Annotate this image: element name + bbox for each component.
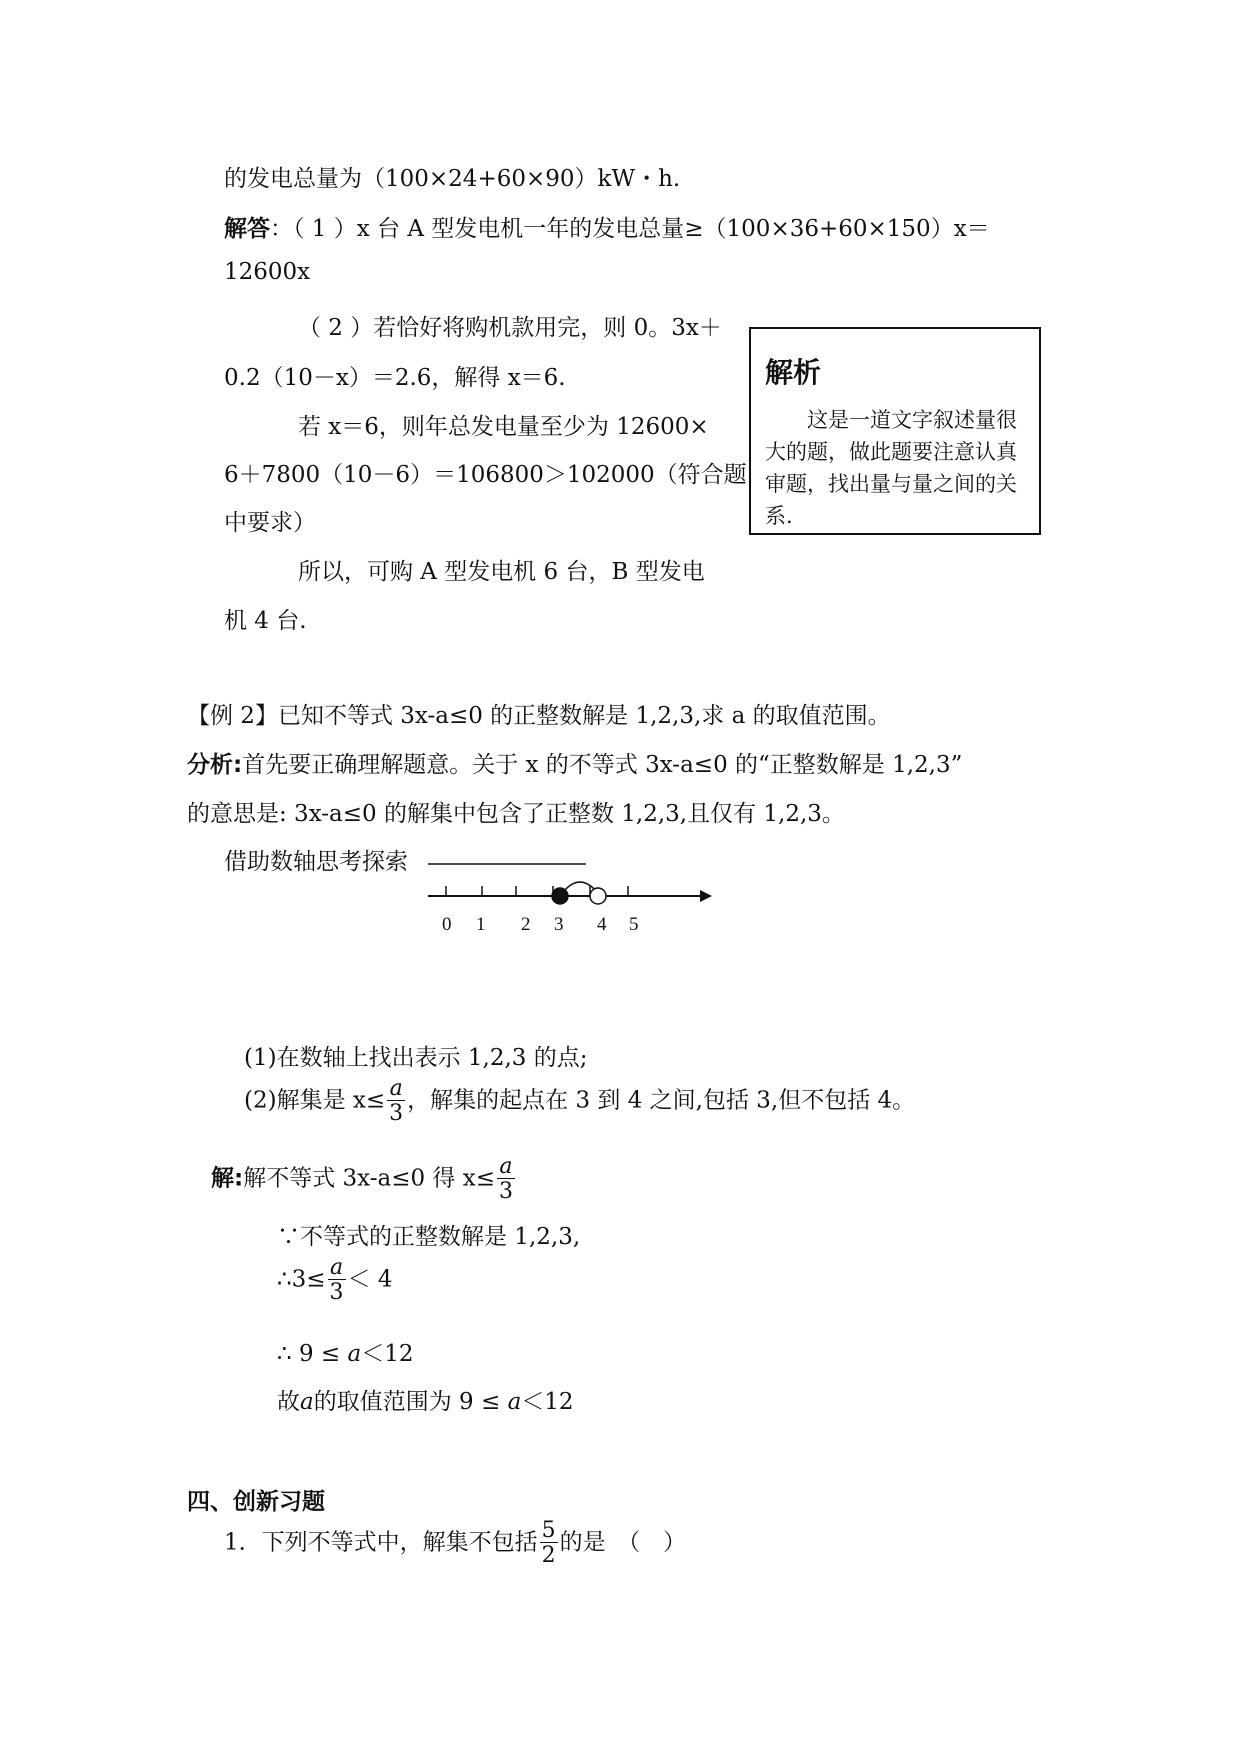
answer-line-3a: 若 x＝6，则年总发电量至少为 12600× bbox=[298, 414, 709, 440]
tick-label-0: 0 bbox=[442, 914, 452, 935]
answer-line-2a: （ 2 ）若恰好将购机款用完，则 0。3x＋ bbox=[298, 315, 722, 341]
example2-text: 已知不等式 3x-a≤0 的正整数解是 1,2,3,求 a 的取值范围。 bbox=[277, 703, 891, 729]
numberline-caption: 借助数轴思考探索 bbox=[224, 849, 408, 875]
answer-line-4a: 所以，可购 A 型发电机 6 台，B 型发电 bbox=[298, 559, 705, 585]
step-2-fraction bbox=[387, 1078, 405, 1125]
answer-line-1b: 12600x bbox=[224, 259, 311, 285]
analysis-text-1: 首先要正确理解题意。关于 x 的不等式 3x-a≤0 的“正整数解是 1,2,3” bbox=[242, 752, 963, 778]
answer-line-3b: 6＋7800（10－6）＝106800＞102000（符合题 bbox=[224, 462, 747, 488]
question-1-suffix: 的是 （ ） bbox=[559, 1529, 687, 1556]
step-2-prefix: (2)解集是 x≤ bbox=[244, 1087, 386, 1114]
axis-arrow bbox=[700, 890, 712, 902]
section-4-heading: 四、创新习题 bbox=[187, 1489, 325, 1515]
therefore-2-end: ＜12 bbox=[361, 1341, 414, 1367]
therefore-2-text: ∴ 9 ≤ bbox=[277, 1341, 341, 1367]
conclusion-var: a bbox=[300, 1389, 314, 1415]
solve-frac-den: 3 bbox=[498, 1179, 513, 1204]
therefore-frac-num: a bbox=[329, 1255, 344, 1280]
question-1 bbox=[224, 1520, 686, 1567]
conclusion-end: ＜12 bbox=[521, 1389, 574, 1415]
filled-point-3 bbox=[552, 888, 568, 904]
analysis-body: 这是一道文字叙述量很大的题，做此题要注意认真审题，找出量与量之间的关系. bbox=[765, 408, 1017, 528]
frac-den: 3 bbox=[389, 1101, 404, 1126]
conclusion-prefix: 故 bbox=[277, 1389, 300, 1415]
therefore-line-2 bbox=[277, 1335, 413, 1368]
tick-label-5: 5 bbox=[629, 914, 639, 935]
answer-line-4b: 机 4 台. bbox=[224, 608, 307, 634]
tick-label-2: 2 bbox=[521, 914, 531, 935]
example2-prefix: 【例 2】 bbox=[187, 703, 278, 729]
therefore-frac-den: 3 bbox=[329, 1280, 344, 1305]
intro-line: 的发电总量为（100×24+60×90）kW・h. bbox=[224, 166, 681, 192]
therefore-fraction bbox=[328, 1257, 346, 1304]
tick-label-3: 3 bbox=[554, 914, 564, 935]
therefore-2-var: a bbox=[347, 1341, 362, 1367]
solve-label: 解: bbox=[211, 1165, 244, 1192]
solve-line-1 bbox=[211, 1156, 517, 1203]
step-1: (1)在数轴上找出表示 1,2,3 的点; bbox=[244, 1045, 588, 1071]
answer-label: 解答 bbox=[224, 216, 270, 242]
example2-title bbox=[187, 697, 891, 730]
question-1-prefix: 1．下列不等式中，解集不包括 bbox=[224, 1529, 538, 1556]
solve-frac-num: a bbox=[499, 1154, 513, 1179]
conclusion-line bbox=[277, 1383, 574, 1416]
because-line: ∵不等式的正整数解是 1,2,3, bbox=[277, 1224, 581, 1250]
therefore-1-suffix: ＜ 4 bbox=[347, 1266, 393, 1293]
q1-frac-den: 2 bbox=[541, 1543, 556, 1568]
solve-text: 解不等式 3x-a≤0 得 x≤ bbox=[243, 1165, 495, 1192]
analysis-label: 分析: bbox=[187, 752, 243, 778]
answer-text-1a: ：（ 1 ）x 台 A 型发电机一年的发电总量≥（100×36+60×150）x＝ bbox=[270, 216, 990, 242]
analysis-title: 解析 bbox=[765, 356, 822, 389]
answer-line-3c: 中要求） bbox=[224, 510, 316, 536]
conclusion-var-2: a bbox=[507, 1389, 522, 1415]
question-1-fraction bbox=[540, 1520, 558, 1567]
step-2-suffix: ，解集的起点在 3 到 4 之间,包括 3,但不包括 4。 bbox=[407, 1087, 916, 1114]
therefore-1-prefix: ∴3≤ bbox=[277, 1266, 326, 1293]
answer-line-1a bbox=[224, 210, 990, 243]
answer-line-2b: 0.2（10－x）＝2.6，解得 x＝6. bbox=[224, 365, 566, 391]
analysis-box bbox=[749, 327, 1041, 535]
open-point-4 bbox=[590, 888, 606, 904]
analysis-line-2: 的意思是: 3x-a≤0 的解集中包含了正整数 1,2,3,且仅有 1,2,3。 bbox=[187, 801, 845, 827]
step-2 bbox=[244, 1078, 915, 1125]
tick-label-4: 4 bbox=[597, 914, 607, 935]
number-line-diagram bbox=[420, 860, 720, 970]
q1-frac-num: 5 bbox=[541, 1518, 556, 1543]
conclusion-mid: 的取值范围为 9 ≤ bbox=[313, 1389, 501, 1415]
therefore-line-1 bbox=[277, 1257, 393, 1304]
tick-label-1: 1 bbox=[476, 914, 486, 935]
solve-fraction bbox=[497, 1156, 515, 1203]
analysis-line-1 bbox=[187, 746, 962, 779]
frac-num: a bbox=[389, 1076, 403, 1101]
